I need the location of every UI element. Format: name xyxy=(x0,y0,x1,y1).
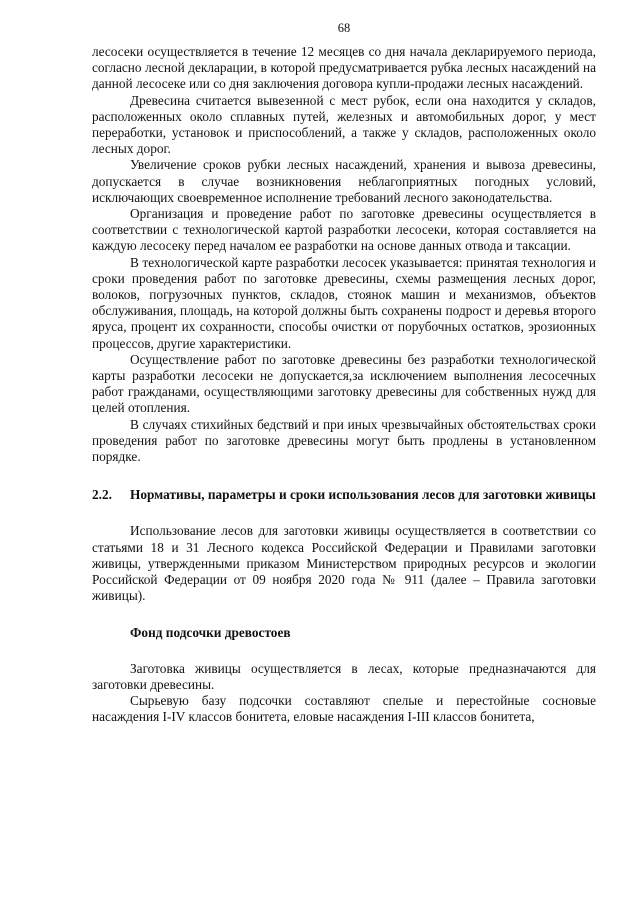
paragraph-natural-disasters: В случаях стихийных бедствий и при иных чрезвычайных обстоятельствах сроки проведения работ по заготовке древесины могут быть продлены в установленном порядке. xyxy=(92,416,596,465)
document-page xyxy=(92,20,596,726)
paragraph-continuation: лесосеки осуществляется в течение 12 месяцев со дня начала декларируемого периода, согласно лесной декларации, в которой предусматривается рубка лесных насаждений на данной лесосеке или со дня заключения договора купли-продажи лесных насаждений. xyxy=(92,44,596,92)
subheading-tapping-fund: Фонд подсочки древостоев xyxy=(130,624,291,640)
paragraph-timber-removed: Древесина считается вывезенной с мест рубок, если она находится у складов, расположенных около сплавных путей, железных и автомобильных дорог, у мест переработки, установок и приспособлений, а также у складов, расположенных около лесных дорог. xyxy=(92,92,596,157)
section-title: Нормативы, параметры и сроки использования лесов для заготовки живицы xyxy=(130,487,596,503)
page-number: 68 xyxy=(337,21,351,35)
paragraph-resin-forests: Заготовка живицы осуществляется в лесах, которые предназначаются для заготовки древесины. xyxy=(92,660,596,692)
paragraph-resin-usage: Использование лесов для заготовки живицы осуществляется в соответствии со статьями 18 и 31 Лесного кодекса Российской Федерации и Правилами заготовки живицы, утвержденными приказом Министерством природных ресурсов и экологии Российской Федерации от 09 ноября 2020 года № 911 (далее – Правила заготовки живицы). xyxy=(92,523,596,604)
paragraph-technological-map: Организация и проведение работ по заготовке древесины осуществляется в соответствии с технологической картой разработки лесосеки, которая составляется на каждую лесосеку перед началом ее разработки на основе данных отвода и таксации. xyxy=(92,206,596,254)
section-number: 2.2. xyxy=(92,487,112,503)
section-heading xyxy=(92,487,596,503)
paragraph-map-contents: В технологической карте разработки лесосек указывается: принятая технология и сроки проведения работ по заготовке древесины, схемы размещения лесных дорог, волоков, погрузочных пунктов, складов, стоянок машин и механизмов, объектов обслуживания, площадь, на которой должны быть сохранены подрост и деревья второго яруса, процент их сохранности, способы очистки от порубочных остатков, эрозионных процессов, другие характеристики. xyxy=(92,254,596,351)
paragraph-extension-terms: Увеличение сроков рубки лесных насаждений, хранения и вывоза древесины, допускается в случае возникновения неблагоприятных погодных условий, исключающих своевременное исполнение требований лесного законодательства. xyxy=(92,157,596,205)
paragraph-without-map: Осуществление работ по заготовке древесины без разработки технологической карты разработки лесосеки не допускается,за исключением выполнения лесосечных работ гражданами, осуществляющими заготовку древесины для собственных нужд для целей отопления. xyxy=(92,351,596,416)
paragraph-raw-base: Сырьевую базу подсочки составляют спелые и перестойные сосновые насаждения I-IV классов бонитета, еловые насаждения I-III классов бонитета, xyxy=(92,693,596,725)
